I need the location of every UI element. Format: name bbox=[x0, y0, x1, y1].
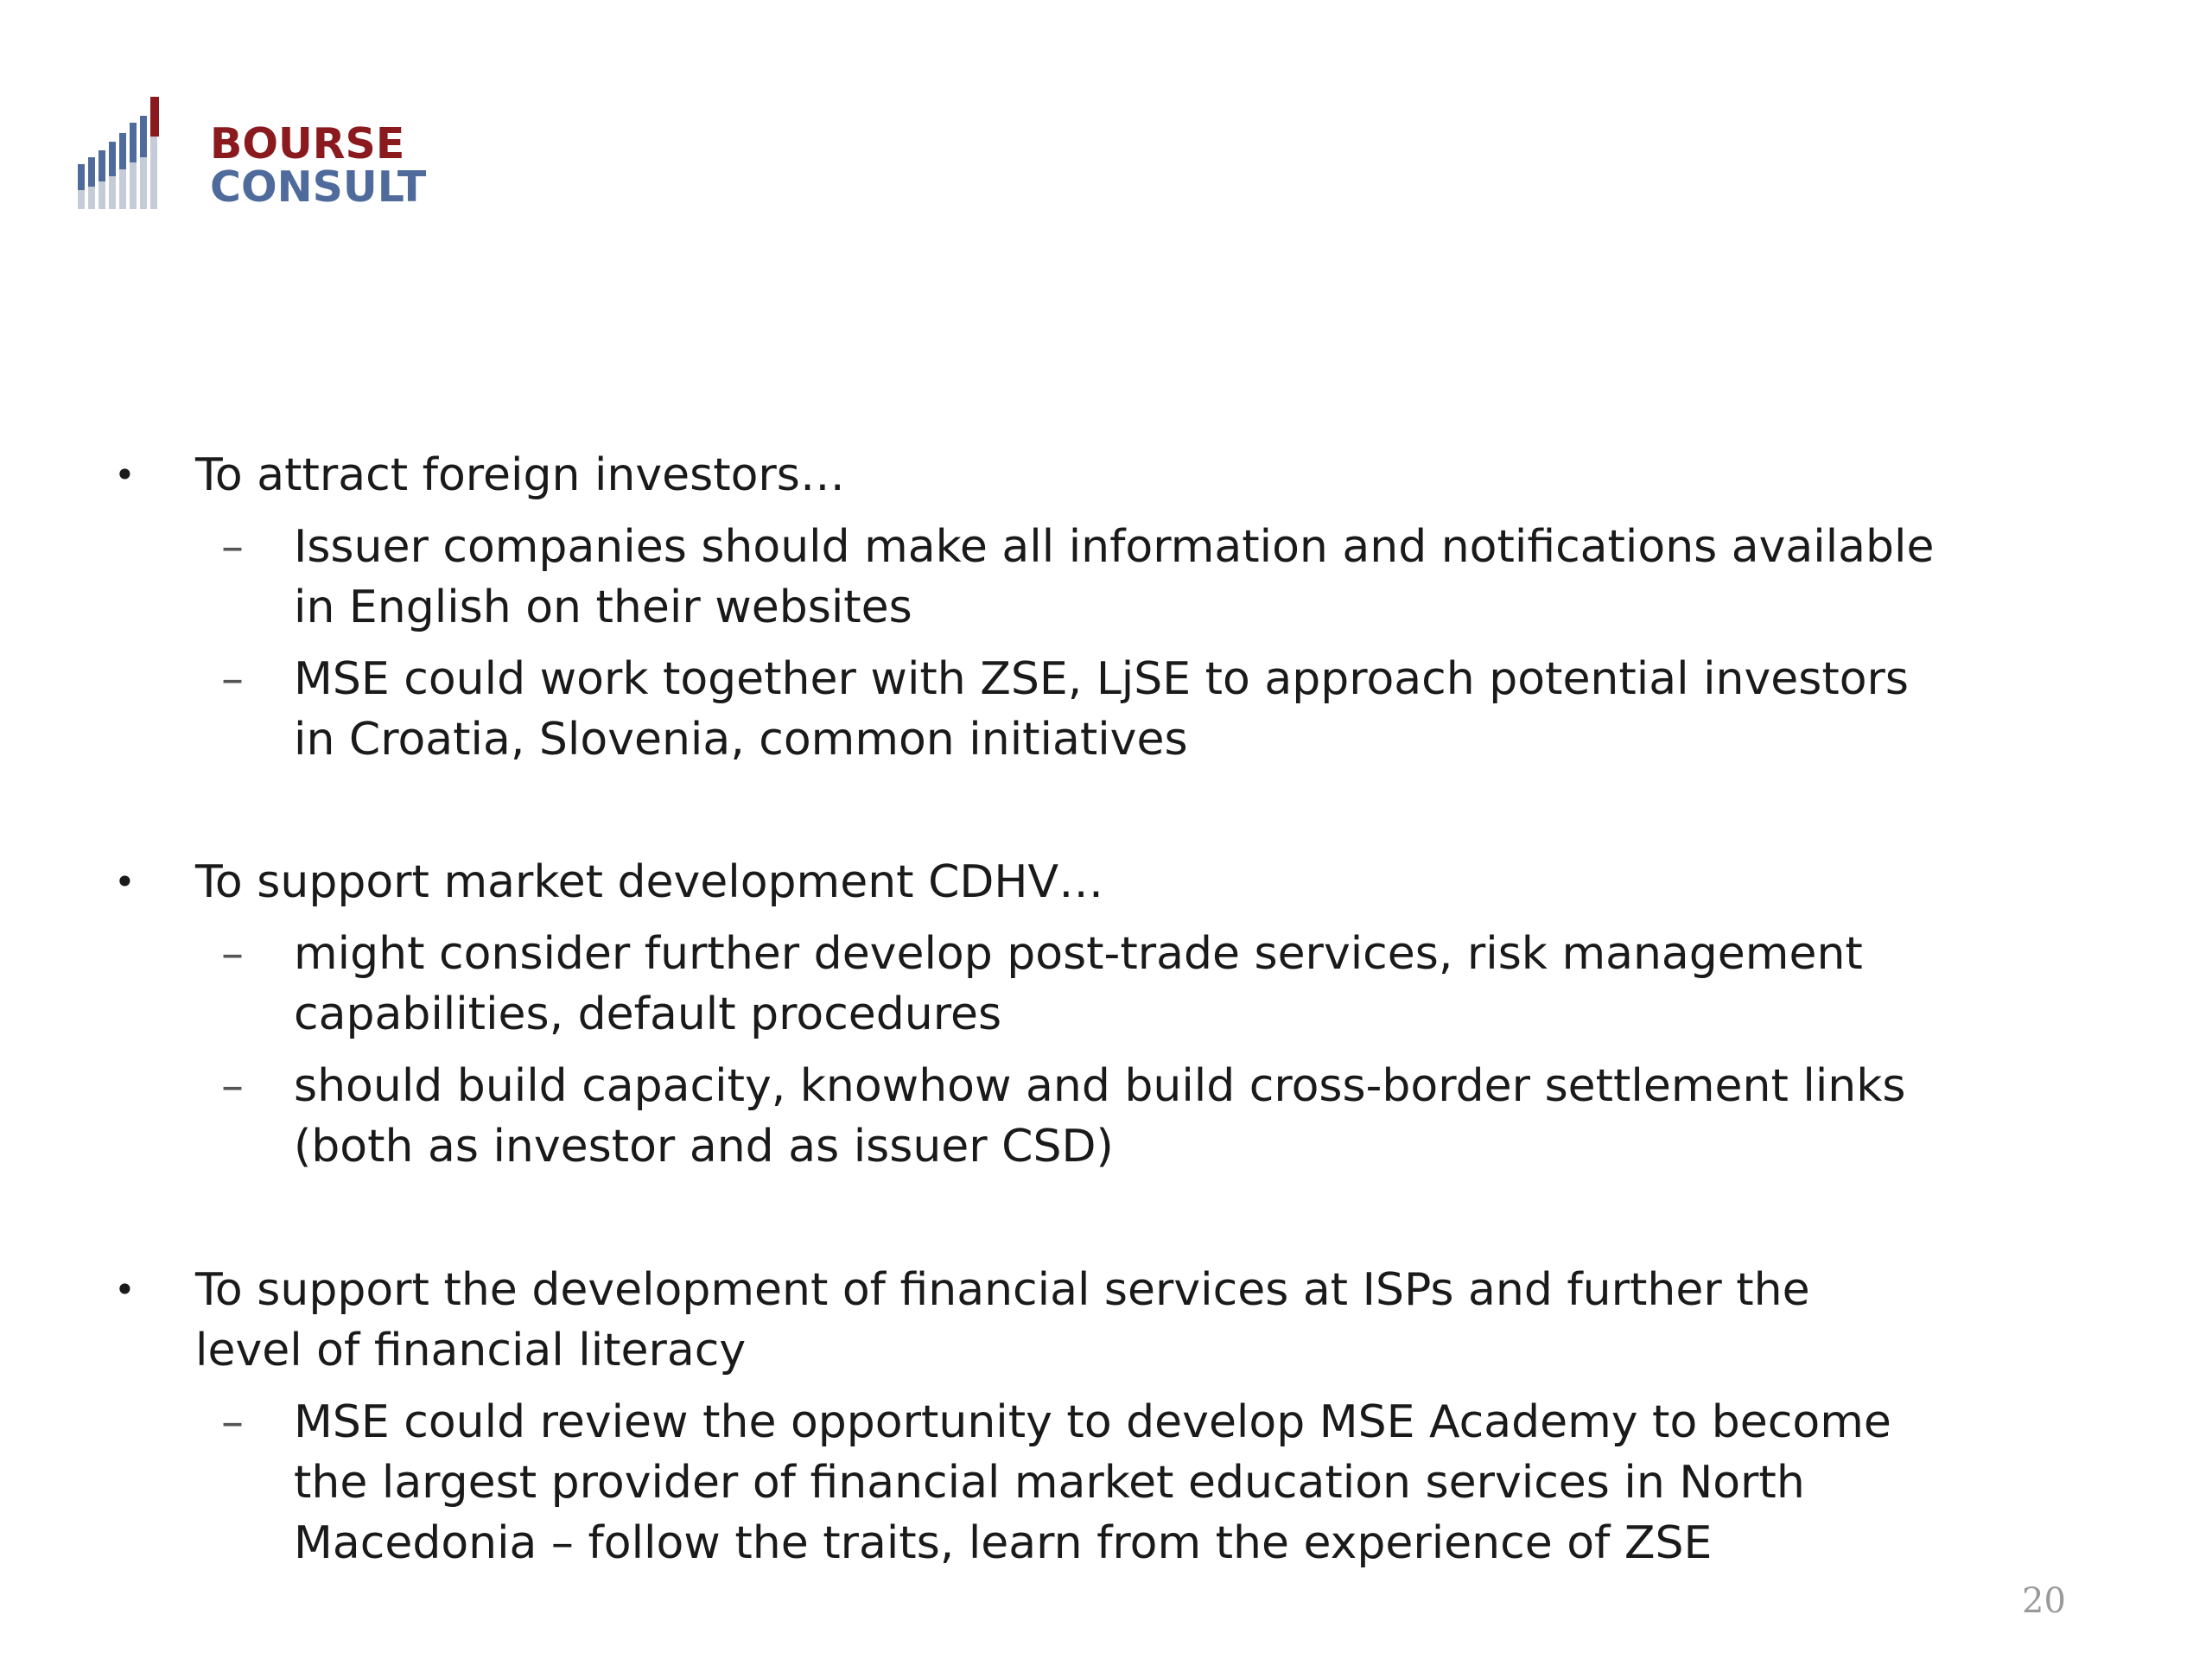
dash-marker: – bbox=[221, 928, 244, 980]
logo-word-bourse: BOURSE bbox=[210, 119, 405, 168]
bullet-item bbox=[0, 852, 1880, 912]
page-number: 20 bbox=[2022, 1581, 2066, 1621]
sub-bullet-item bbox=[0, 517, 1953, 638]
bullet-text: To attract foreign investors… bbox=[195, 449, 845, 501]
bullet-marker: • bbox=[114, 454, 136, 496]
sub-bullet-text: MSE could work together with ZSE, LjSE to approach potential investors in Croatia, Slovenia, common initiatives bbox=[294, 653, 1910, 766]
sub-bullet-item bbox=[0, 1392, 1953, 1573]
dash-marker: – bbox=[221, 1396, 244, 1448]
logo-word-consult: CONSULT bbox=[210, 162, 427, 212]
dash-marker: – bbox=[221, 653, 244, 705]
bullet-group-1 bbox=[0, 445, 2212, 770]
bullet-marker: • bbox=[114, 861, 136, 903]
bullet-group-3 bbox=[0, 1260, 2212, 1573]
bullet-text: To support market development CDHV… bbox=[195, 856, 1104, 908]
sub-bullet-text: Issuer companies should make all information and notifications available in English on their websites bbox=[294, 521, 1935, 633]
dash-marker: – bbox=[221, 521, 244, 573]
bullet-marker: • bbox=[114, 1268, 136, 1311]
sub-bullet-text: should build capacity, knowhow and build cross-border settlement links (both as investor and as issuer CSD) bbox=[294, 1060, 1906, 1173]
bullet-text: To support the development of financial services at ISPs and further the level of financial literacy bbox=[195, 1264, 1810, 1376]
dash-marker: – bbox=[221, 1060, 244, 1112]
bullet-item bbox=[0, 1260, 1880, 1381]
bullet-item bbox=[0, 445, 1880, 505]
sub-bullet-item bbox=[0, 649, 1953, 770]
bullet-group-2 bbox=[0, 852, 2212, 1177]
sub-bullet-item bbox=[0, 1056, 1953, 1177]
sub-bullet-item bbox=[0, 924, 1953, 1045]
sub-bullet-text: might consider further develop post-trade services, risk management capabilities, default procedures bbox=[294, 928, 1863, 1040]
sub-bullet-text: MSE could review the opportunity to develop MSE Academy to become the largest provider of financial market education services in North Macedonia – follow the traits, learn from the experience of ZSE bbox=[294, 1396, 1891, 1569]
